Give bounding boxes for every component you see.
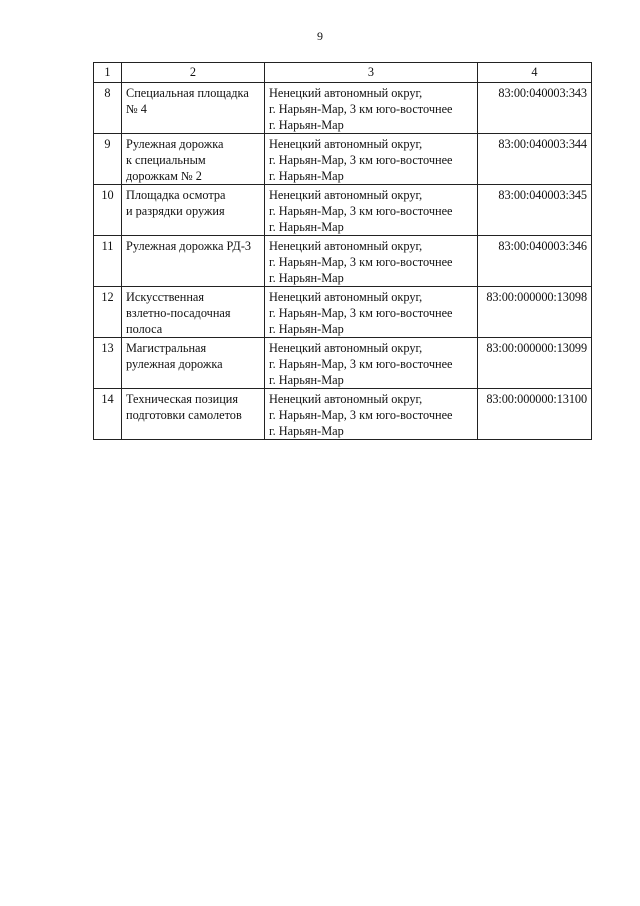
object-name: Рулежная дорожка РД-3 xyxy=(122,236,265,287)
cadastral-number: 83:00:000000:13099 xyxy=(478,338,592,389)
property-table xyxy=(93,62,592,440)
row-number: 9 xyxy=(94,134,122,185)
cadastral-number: 83:00:000000:13100 xyxy=(478,389,592,440)
column-header-4: 4 xyxy=(478,63,592,83)
column-header-3: 3 xyxy=(265,63,478,83)
object-name: Магистральная рулежная дорожка xyxy=(122,338,265,389)
table-row xyxy=(94,389,592,440)
row-number: 11 xyxy=(94,236,122,287)
table-row xyxy=(94,134,592,185)
object-name: Рулежная дорожка к специальным дорожкам № 2 xyxy=(122,134,265,185)
page-number: 9 xyxy=(317,29,323,43)
object-address: Ненецкий автономный округ, г. Нарьян-Мар, 3 км юго-восточнее г. Нарьян-Мар xyxy=(265,287,478,338)
column-header-2: 2 xyxy=(122,63,265,83)
cadastral-number: 83:00:040003:343 xyxy=(478,83,592,134)
object-name: Техническая позиция подготовки самолетов xyxy=(122,389,265,440)
cadastral-number: 83:00:040003:345 xyxy=(478,185,592,236)
object-name: Специальная площадка № 4 xyxy=(122,83,265,134)
object-address: Ненецкий автономный округ, г. Нарьян-Мар, 3 км юго-восточнее г. Нарьян-Мар xyxy=(265,134,478,185)
table-row xyxy=(94,83,592,134)
table-row xyxy=(94,185,592,236)
row-number: 13 xyxy=(94,338,122,389)
object-address: Ненецкий автономный округ, г. Нарьян-Мар, 3 км юго-восточнее г. Нарьян-Мар xyxy=(265,83,478,134)
object-address: Ненецкий автономный округ, г. Нарьян-Мар, 3 км юго-восточнее г. Нарьян-Мар xyxy=(265,389,478,440)
table-header-row xyxy=(94,63,592,83)
object-address: Ненецкий автономный округ, г. Нарьян-Мар, 3 км юго-восточнее г. Нарьян-Мар xyxy=(265,185,478,236)
object-name: Искусственная взлетно-посадочная полоса xyxy=(122,287,265,338)
object-address: Ненецкий автономный округ, г. Нарьян-Мар, 3 км юго-восточнее г. Нарьян-Мар xyxy=(265,236,478,287)
row-number: 10 xyxy=(94,185,122,236)
cadastral-number: 83:00:040003:346 xyxy=(478,236,592,287)
row-number: 14 xyxy=(94,389,122,440)
row-number: 12 xyxy=(94,287,122,338)
object-name: Площадка осмотра и разрядки оружия xyxy=(122,185,265,236)
cadastral-number: 83:00:040003:344 xyxy=(478,134,592,185)
object-address: Ненецкий автономный округ, г. Нарьян-Мар, 3 км юго-восточнее г. Нарьян-Мар xyxy=(265,338,478,389)
cadastral-number: 83:00:000000:13098 xyxy=(478,287,592,338)
table-row xyxy=(94,287,592,338)
column-header-1: 1 xyxy=(94,63,122,83)
row-number: 8 xyxy=(94,83,122,134)
table-row xyxy=(94,236,592,287)
table-row xyxy=(94,338,592,389)
